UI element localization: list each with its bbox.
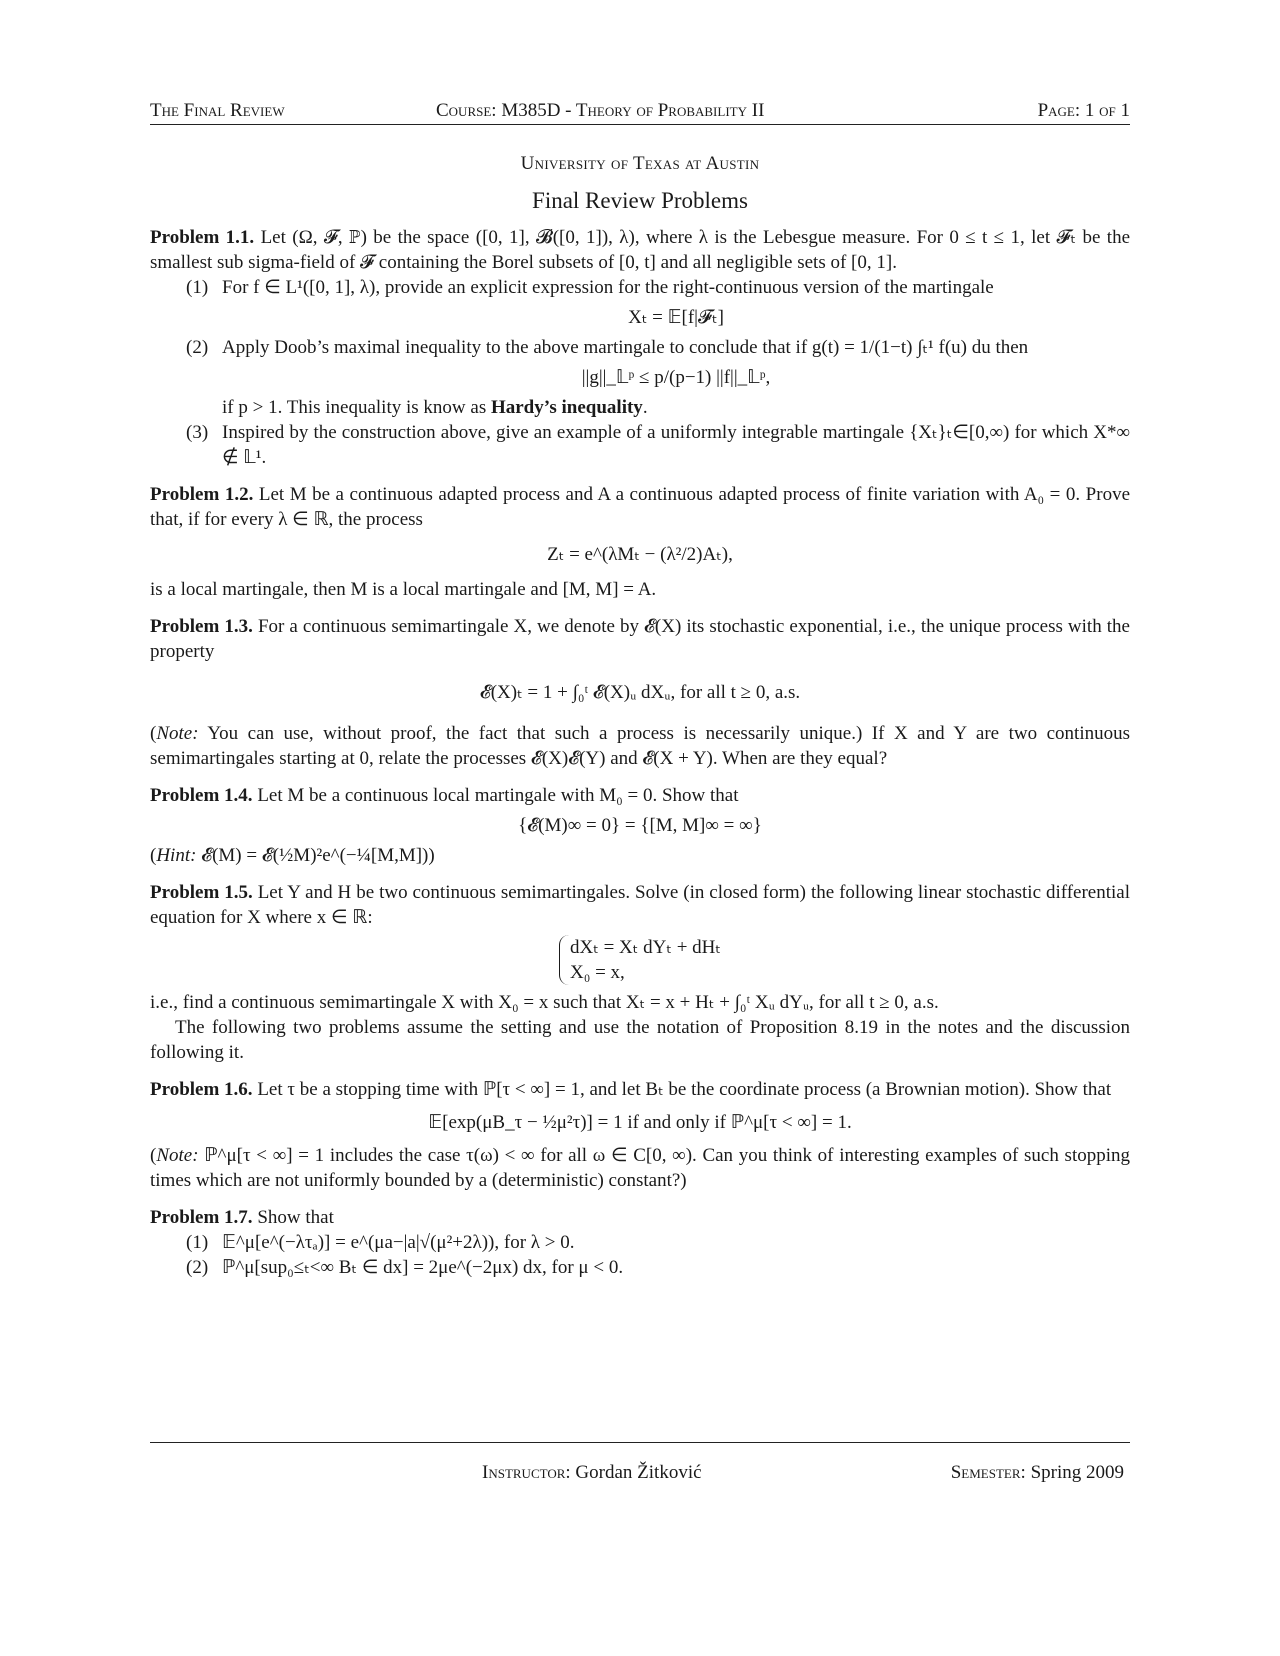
running-footer (150, 1462, 1130, 1492)
display-equation: ||g||_𝕃ᵖ ≤ p/(p−1) ||f||_𝕃ᵖ, (581, 367, 771, 388)
problem-text: Show that (257, 1207, 334, 1228)
problem-text: Let Y and H be two continuous semimartingales. Solve (in closed form) the following linear stochastic differential equation for X where x ∈ ℝ: (150, 882, 1130, 928)
problem-1-4: Problem 1.4. Let M be a continuous local martingale with M₀ = 0. Show that {𝓔(M)∞ = 0} = {[M, M]∞ = ∞} (Hint: 𝓔(M) = 𝓔(½M)²e^(−¼[M,M])) (150, 783, 1130, 868)
display-equation: 𝔼[exp(μB_τ − ½μ²τ)] = 1 if and only if ℙ^μ[τ < ∞] = 1. (428, 1112, 852, 1133)
problem-text: For a continuous semimartingale X, we denote by 𝓔(X) its stochastic exponential, i.e., the unique process with the property (150, 616, 1130, 662)
problem-text-after: i.e., find a continuous semimartingale X with X₀ = x such that Xₜ = x + Hₜ + ∫₀ᵗ Xᵤ dYᵤ, for all t ≥ 0, a.s. (150, 992, 939, 1013)
semester-value: Spring 2009 (1030, 1462, 1124, 1483)
document-title: Final Review Problems (532, 188, 748, 213)
instructor-name: Gordan Žitković (575, 1462, 702, 1483)
problem-1-6: Problem 1.6. Let τ be a stopping time with ℙ[τ < ∞] = 1, and let Bₜ be the coordinate process (a Brownian motion). Show that 𝔼[exp(μB_τ − ½μ²τ)] = 1 if and only if ℙ^μ[τ < ∞] = 1. (Note: ℙ^μ[τ < ∞] = 1 includes the case τ(ω) < ∞ for all ω ∈ C[0, ∞). Can you think of interesting examples of such stopping times which are not uniformly bounded by a (deterministic) constant?) (150, 1079, 1130, 1191)
display-equation: Xₜ = 𝔼[f|𝓕ₜ] (628, 307, 724, 328)
item-text: Apply Doob’s maximal inequality to the above martingale to conclude that if g(t) = 1/(1−t) ∫ₜ¹ f(u) du then (222, 337, 1029, 358)
item-text: if p > 1. This inequality is know as (222, 397, 491, 418)
problem-label: Problem 1.7. (150, 1207, 253, 1228)
system-line-1: dXₜ = Xₜ dYₜ + dHₜ (570, 937, 721, 958)
problem-text: Let (Ω, 𝓕, ℙ) be the space ([0, 1], 𝓑([0, 1]), λ), where λ is the Lebesgue measure. For 0 ≤ t ≤ 1, let 𝓕ₜ be the smallest sub sigma-field of 𝓕 containing the Borel subsets of [0, t] and all negligible sets of [0, 1]. (150, 227, 1131, 273)
problem-label: Problem 1.1. (150, 227, 255, 248)
problem-items (150, 1230, 1130, 1280)
item-text: 𝔼^μ[e^(−λτₐ)] = e^(μa−|a|√(μ²+2λ)), for λ > 0. (222, 1232, 575, 1253)
hint-text: 𝓔(M) = 𝓔(½M)²e^(−¼[M,M])) (201, 845, 435, 866)
header-page-number: Page: 1 of 1 (1037, 100, 1130, 121)
item-number: (2) (186, 337, 209, 358)
item-number: (3) (186, 422, 209, 443)
university-name: University of Texas at Austin (520, 153, 760, 174)
problem-item (186, 275, 1130, 330)
display-equation: {𝓔(M)∞ = 0} = {[M, M]∞ = ∞} (518, 815, 762, 836)
problem-1-3: Problem 1.3. For a continuous semimartingale X, we denote by 𝓔(X) its stochastic exponential, i.e., the unique process with the property 𝓔(X)ₜ = 1 + ∫₀ᵗ 𝓔(X)ᵤ dXᵤ, for all t ≥ 0, a.s. (Note: You can use, without proof, the fact that such a process is necessarily unique.) If X and Y are two continuous semimartingales starting at 0, relate the processes 𝓔(X)𝓔(Y) and 𝓔(X + Y). When are they equal? (150, 616, 1130, 769)
instructor-label: Instructor: (482, 1462, 571, 1483)
problem-items (150, 275, 1130, 470)
display-equation: 𝓔(X)ₜ = 1 + ∫₀ᵗ 𝓔(X)ᵤ dXᵤ, for all t ≥ 0, a.s. (479, 682, 801, 703)
display-equation: Zₜ = e^(λMₜ − (λ²/2)Aₜ), (547, 544, 733, 565)
problem-label: Problem 1.2. (150, 484, 254, 505)
problem-1-1 (150, 225, 1130, 470)
document-body (150, 151, 1130, 1280)
header-rule (150, 124, 1130, 125)
problem-label: Problem 1.6. (150, 1079, 253, 1100)
hint-label: Hint: (156, 845, 197, 866)
item-number: (2) (186, 1257, 209, 1278)
problem-text: Let M be a continuous adapted process and A a continuous adapted process of finite variation with A₀ = 0. Prove that, if for every λ ∈ ℝ, the process (150, 484, 1131, 530)
problem-text-after: ℙ^μ[τ < ∞] = 1 includes the case τ(ω) < ∞ for all ω ∈ C[0, ∞). Can you think of interesting examples of such stopping times which are not uniformly bounded by a (deterministic) constant?) (150, 1145, 1130, 1191)
item-text: Inspired by the construction above, give an example of a uniformly integrable martingale {Xₜ}ₜ∈[0,∞) for which X*∞ ∉ 𝕃¹. (222, 422, 1130, 468)
interlude-paragraph: The following two problems assume the setting and use the notation of Proposition 8.19 in the notes and the discussion following it. (150, 1017, 1130, 1063)
equation-system (150, 935, 1130, 985)
header-course: Course: M385D - Theory of Probability II (436, 100, 765, 121)
footer-rule (150, 1442, 1130, 1443)
problem-item (186, 335, 1130, 420)
problem-1-7 (150, 1205, 1130, 1280)
footer-instructor (482, 1462, 702, 1484)
system-brace (559, 935, 721, 985)
problem-label: Problem 1.4. (150, 785, 253, 806)
item-number: (1) (186, 277, 209, 298)
problem-text-after: You can use, without proof, the fact that such a process is necessarily unique.) If X and Y are two continuous semimartingales starting at 0, relate the processes 𝓔(X)𝓔(Y) and 𝓔(X + Y). When are they equal? (150, 723, 1130, 769)
semester-label: Semester: (950, 1462, 1026, 1483)
item-text: For f ∈ L¹([0, 1], λ), provide an explicit expression for the right-continuous version of the martingale (222, 277, 994, 298)
document-page (150, 0, 1130, 1656)
item-number: (1) (186, 1232, 209, 1253)
note-label: Note: (156, 723, 199, 744)
item-text: ℙ^μ[sup₀≤ₜ<∞ Bₜ ∈ dx] = 2μe^(−2μx) dx, for μ < 0. (222, 1257, 624, 1278)
header-left: The Final Review (150, 100, 285, 121)
problem-item (186, 1255, 1130, 1280)
problem-text-after: is a local martingale, then M is a local martingale and [M, M] = A. (150, 579, 657, 600)
problem-text: Let M be a continuous local martingale with M₀ = 0. Show that (257, 785, 739, 806)
hardy-inequality-term: Hardy’s inequality (490, 397, 643, 418)
problem-text: Let τ be a stopping time with ℙ[τ < ∞] = 1, and let Bₜ be the coordinate process (a Brownian motion). Show that (257, 1079, 1112, 1100)
footer-semester (951, 1462, 1124, 1484)
problem-item (186, 420, 1130, 470)
running-header (150, 100, 1130, 130)
note-label: Note: (156, 1145, 199, 1166)
problem-label: Problem 1.3. (150, 616, 253, 637)
problem-item (186, 1230, 1130, 1255)
item-text-end: . (642, 397, 648, 418)
problem-1-5 (150, 880, 1130, 1015)
system-line-2: X₀ = x, (570, 962, 625, 983)
problem-label: Problem 1.5. (150, 882, 253, 903)
problem-1-2 (150, 482, 1130, 602)
